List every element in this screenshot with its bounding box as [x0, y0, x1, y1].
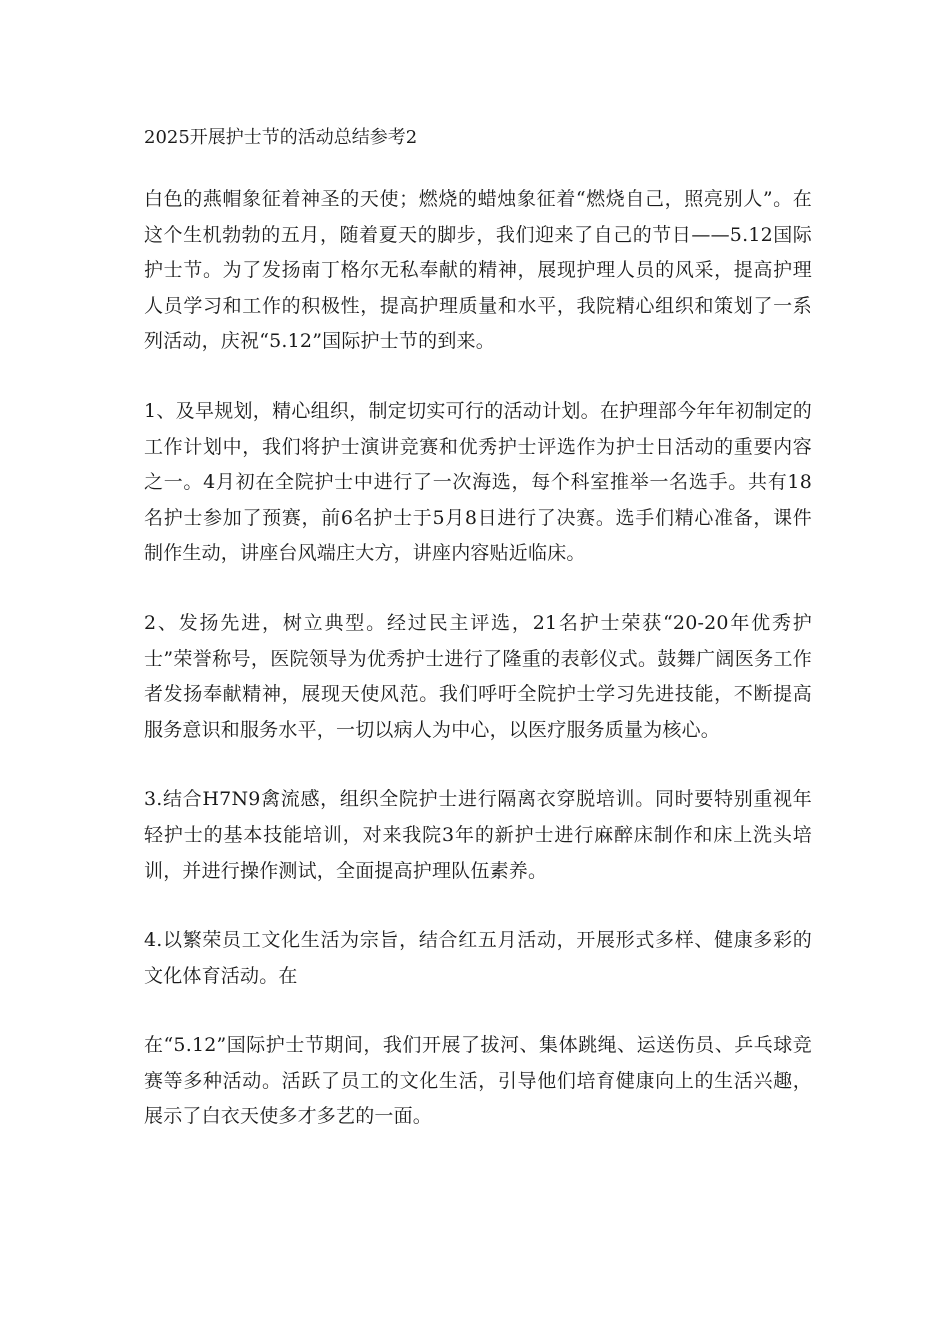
paragraph-item-2: 2、发扬先进，树立典型。经过民主评选，21名护士荣获“20-20年优秀护士”荣誉称号，医院领导为优秀护士进行了隆重的表彰仪式。鼓舞广阔医务工作者发扬奉献精神，展现天使风范。我们呼吁全院护士学习先进技能，不断提高服务意识和服务水平，一切以病人为中心，以医疗服务质量为核心。 — [144, 611, 812, 741]
paragraph-closing: 在“5.12”国际护士节期间，我们开展了拔河、集体跳绳、运送伤员、乒乓球竞赛等多种活动。活跃了员工的文化生活，引导他们培育健康向上的生活兴趣，展示了白衣天使多才多艺的一面。 — [144, 1034, 812, 1128]
paragraph-item-4: 4.以繁荣员工文化生活为宗旨，结合红五月活动，开展形式多样、健康多彩的文化体育活动。在 — [144, 929, 812, 987]
paragraph-item-3: 3.结合H7N9禽流感，组织全院护士进行隔离衣穿脱培训。同时要特别重视年轻护士的基本技能培训，对来我院3年的新护士进行麻醉床制作和床上洗头培训，并进行操作测试，全面提高护理队伍素养。 — [144, 788, 812, 882]
document-body — [144, 124, 812, 1169]
paragraph-intro: 白色的燕帽象征着神圣的天使；燃烧的蜡烛象征着“燃烧自己，照亮别人”。在这个生机勃勃的五月，随着夏天的脚步，我们迎来了自己的节日——5.12国际护士节。为了发扬南丁格尔无私奉献的精神，展现护理人员的风采，提高护理人员学习和工作的积极性，提高护理质量和水平，我院精心组织和策划了一系列活动，庆祝“5.12”国际护士节的到来。 — [144, 188, 812, 353]
document-title: 2025开展护士节的活动总结参考2 — [144, 127, 418, 148]
paragraph-item-1: 1、及早规划，精心组织，制定切实可行的活动计划。在护理部今年年初制定的工作计划中，我们将护士演讲竞赛和优秀护士评选作为护士日活动的重要内容之一。4月初在全院护士中进行了一次海选，每个科室推举一名选手。共有18名护士参加了预赛，前6名护士于5月8日进行了决赛。选手们精心准备，课件制作生动，讲座台风端庄大方，讲座内容贴近临床。 — [144, 399, 812, 565]
